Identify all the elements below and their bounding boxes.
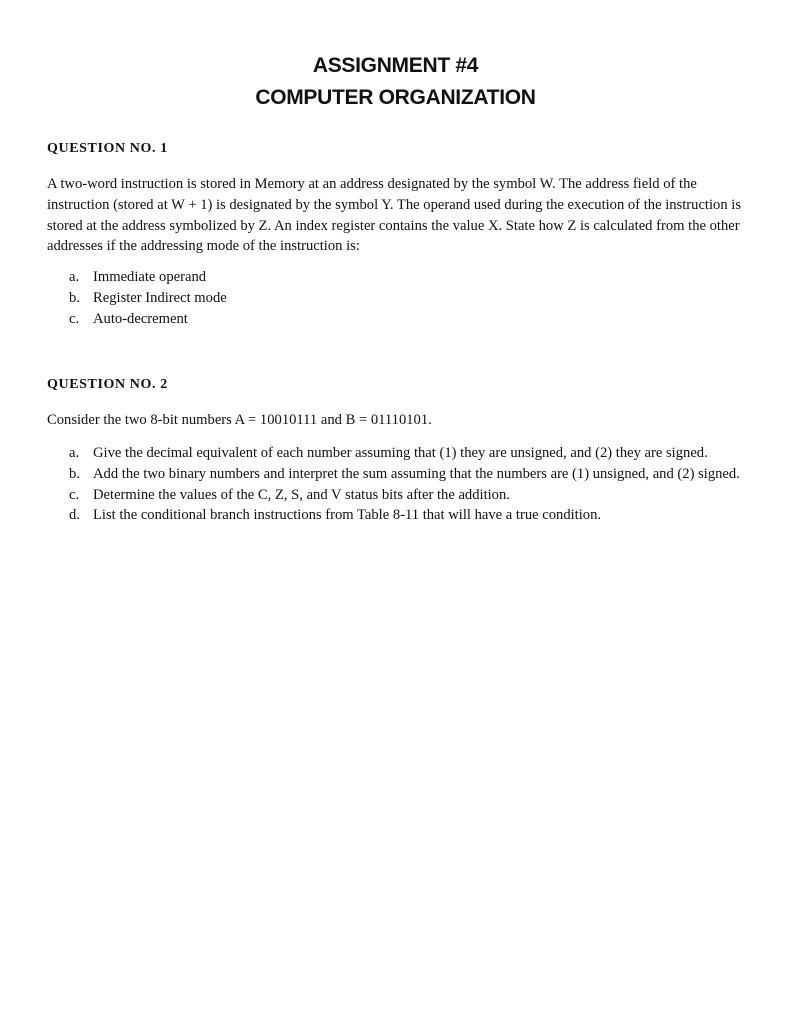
question-2-heading: QUESTION NO. 2 xyxy=(47,377,168,392)
question-2-list xyxy=(47,443,747,526)
list-item-text: Give the decimal equivalent of each number assuming that (1) they are unsigned, and (2) they are signed. xyxy=(93,445,708,461)
question-2-body: Consider the two 8-bit numbers A = 10010111 and B = 01110101. xyxy=(47,412,432,428)
list-item-text: List the conditional branch instructions from Table 8-11 that will have a true condition. xyxy=(93,507,602,524)
list-marker: c. xyxy=(69,310,80,327)
title-line-1: ASSIGNMENT #4 xyxy=(312,54,479,77)
list-item xyxy=(47,505,747,526)
page-title xyxy=(0,50,791,114)
list-item xyxy=(47,443,747,464)
list-item-text: Register Indirect mode xyxy=(93,289,227,306)
list-item-text: Add the two binary numbers and interpret the sum assuming that the numbers are (1) unsigned, and (2) signed. xyxy=(93,465,740,482)
title-line-2: COMPUTER ORGANIZATION xyxy=(255,86,536,109)
list-item-text: Determine the values of the C, Z, S, and V status bits after the addition. xyxy=(93,486,510,503)
list-marker: c. xyxy=(69,486,80,503)
question-1-list xyxy=(47,267,747,329)
list-marker: d. xyxy=(69,507,80,524)
list-marker: a. xyxy=(69,269,80,285)
list-marker: b. xyxy=(69,289,80,306)
question-1-heading: QUESTION NO. 1 xyxy=(47,141,168,156)
list-marker: b. xyxy=(69,465,80,482)
list-item-text: Immediate operand xyxy=(93,269,207,285)
list-item xyxy=(47,267,747,288)
list-item xyxy=(47,464,747,485)
question-1-body: A two-word instruction is stored in Memory at an address designated by the symbol W. The address field of the instruction (stored at W + 1) is designated by the symbol Y. The operand used during the execution of the instruction is stored at the address symbolized by Z. An index register contains the value X. State how Z is calculated from the other addresses if the addressing mode of the instruction is: xyxy=(47,176,742,255)
list-item-text: Auto-decrement xyxy=(93,310,188,327)
list-item xyxy=(47,309,747,330)
list-item xyxy=(47,288,747,309)
list-marker: a. xyxy=(69,445,80,461)
list-item xyxy=(47,485,747,506)
